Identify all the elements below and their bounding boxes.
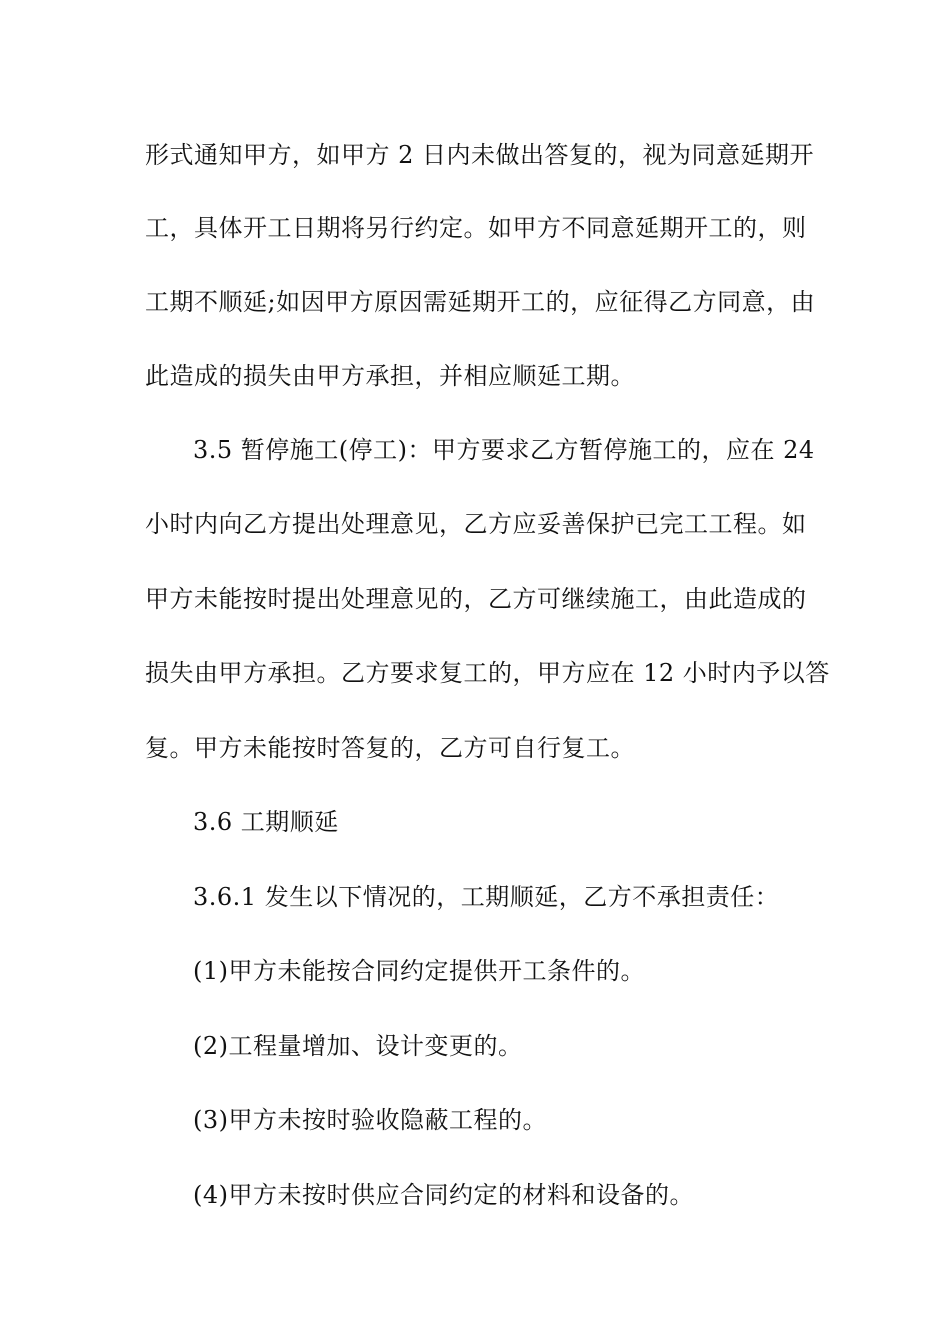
list-item: (4)甲方未按时供应合同约定的材料和设备的。 (193, 1181, 694, 1209)
section-3-5-paragraph: 3.5 暂停施工(停工)：甲方要求乙方暂停施工的，应在 24 (193, 436, 815, 464)
list-item: (2)工程量增加、设计变更的。 (193, 1032, 523, 1060)
section-3-6-heading: 3.6 工期顺延 (193, 808, 339, 836)
body-text-line: 工期不顺延;如因甲方原因需延期开工的，应征得乙方同意，由 (145, 288, 816, 316)
body-text-line: 甲方未能按时提出处理意见的，乙方可继续施工，由此造成的 (145, 585, 807, 613)
body-text-line: 形式通知甲方，如甲方 2 日内未做出答复的，视为同意延期开 (145, 141, 815, 169)
body-text-line: 复。甲方未能按时答复的，乙方可自行复工。 (145, 734, 635, 762)
body-text-line: 小时内向乙方提出处理意见，乙方应妥善保护已完工工程。如 (145, 510, 807, 538)
body-text-line: 此造成的损失由甲方承担，并相应顺延工期。 (145, 362, 635, 390)
body-text-line: 工，具体开工日期将另行约定。如甲方不同意延期开工的，则 (145, 214, 807, 242)
list-item: (1)甲方未能按合同约定提供开工条件的。 (193, 957, 645, 985)
section-3-6-1-paragraph: 3.6.1 发生以下情况的，工期顺延，乙方不承担责任： (193, 883, 780, 911)
list-item: (3)甲方未按时验收隐蔽工程的。 (193, 1106, 547, 1134)
body-text-line: 损失由甲方承担。乙方要求复工的，甲方应在 12 小时内予以答 (145, 659, 830, 687)
